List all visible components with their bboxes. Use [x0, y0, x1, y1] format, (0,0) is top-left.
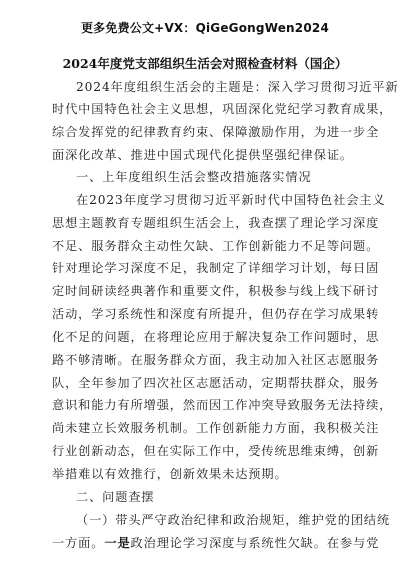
paragraph-line: 在2023年度学习贯彻习近平新时代中国特色社会主义 [76, 193, 386, 207]
paragraph-line: 综合发挥党的纪律教育约束、保障激励作用，为进一步全 [52, 125, 380, 139]
document-title: 2024年度党支部组织生活会对照检查材料（国企） [62, 56, 348, 71]
paragraph-line: 行业创新动态，但在实际工作中，受传统思维束缚，创新 [52, 444, 380, 458]
paragraph-line: 时代中国特色社会主义思想，巩固深化党纪学习教育成果， [52, 102, 393, 116]
paragraph-line: 不足、服务群众主动性欠缺、工作创新能力不足等问题。 [52, 239, 380, 253]
paragraph-line [52, 535, 380, 551]
paragraph-line: 路不够清晰。在服务群众方面，我主动加入社区志愿服务 [52, 353, 380, 367]
paragraph-line: 面深化改革、推进中国式现代化提供坚强纪律保证。 [52, 148, 354, 162]
paragraph-text: 一方面。 [52, 536, 105, 550]
paragraph-line: 化不足的问题，在将理论应用于解决复杂工作问题时，思 [52, 330, 380, 344]
paragraph-line: 举措难以有效推行，创新效果未达预期。 [52, 467, 288, 481]
paragraph-line: 意识和能力有所增强，然而因工作冲突导致服务无法持续， [52, 398, 393, 412]
paragraph-line: 队，全年参加了四次社区志愿活动，定期帮扶群众，服务 [52, 376, 380, 390]
paragraph-line: 思想主题教育专题组织生活会上，我查摆了理论学习深度 [52, 216, 380, 230]
paragraph-text: 政治理论学习深度与系统性欠缺。在参与党 [130, 536, 380, 550]
section-heading: 一、上年度组织生活会整改措施落实情况 [76, 170, 312, 184]
promo-banner: 更多免费公文+VX：QiGeGongWen2024 [80, 21, 329, 35]
section-heading: 二、问题查摆 [76, 490, 155, 504]
point-lead: 一是 [104, 536, 131, 550]
paragraph-line: 尚未建立长效服务机制。工作创新能力方面，我积极关注 [52, 421, 380, 435]
paragraph-line: 活动，学习系统性和深度有所提升，但仍存在学习成果转 [52, 307, 380, 321]
paragraph-line: 针对理论学习深度不足，我制定了详细学习计划，每日固 [52, 261, 380, 275]
paragraph-line: 定时间研读经典著作和重要文件，积极参与线上线下研讨 [52, 284, 380, 298]
paragraph-line: （一）带头严守政治纪律和政治规矩，维护党的团结统 [76, 513, 391, 527]
paragraph-line: 2024年度组织生活会的主题是：深入学习贯彻习近平新 [76, 80, 399, 94]
